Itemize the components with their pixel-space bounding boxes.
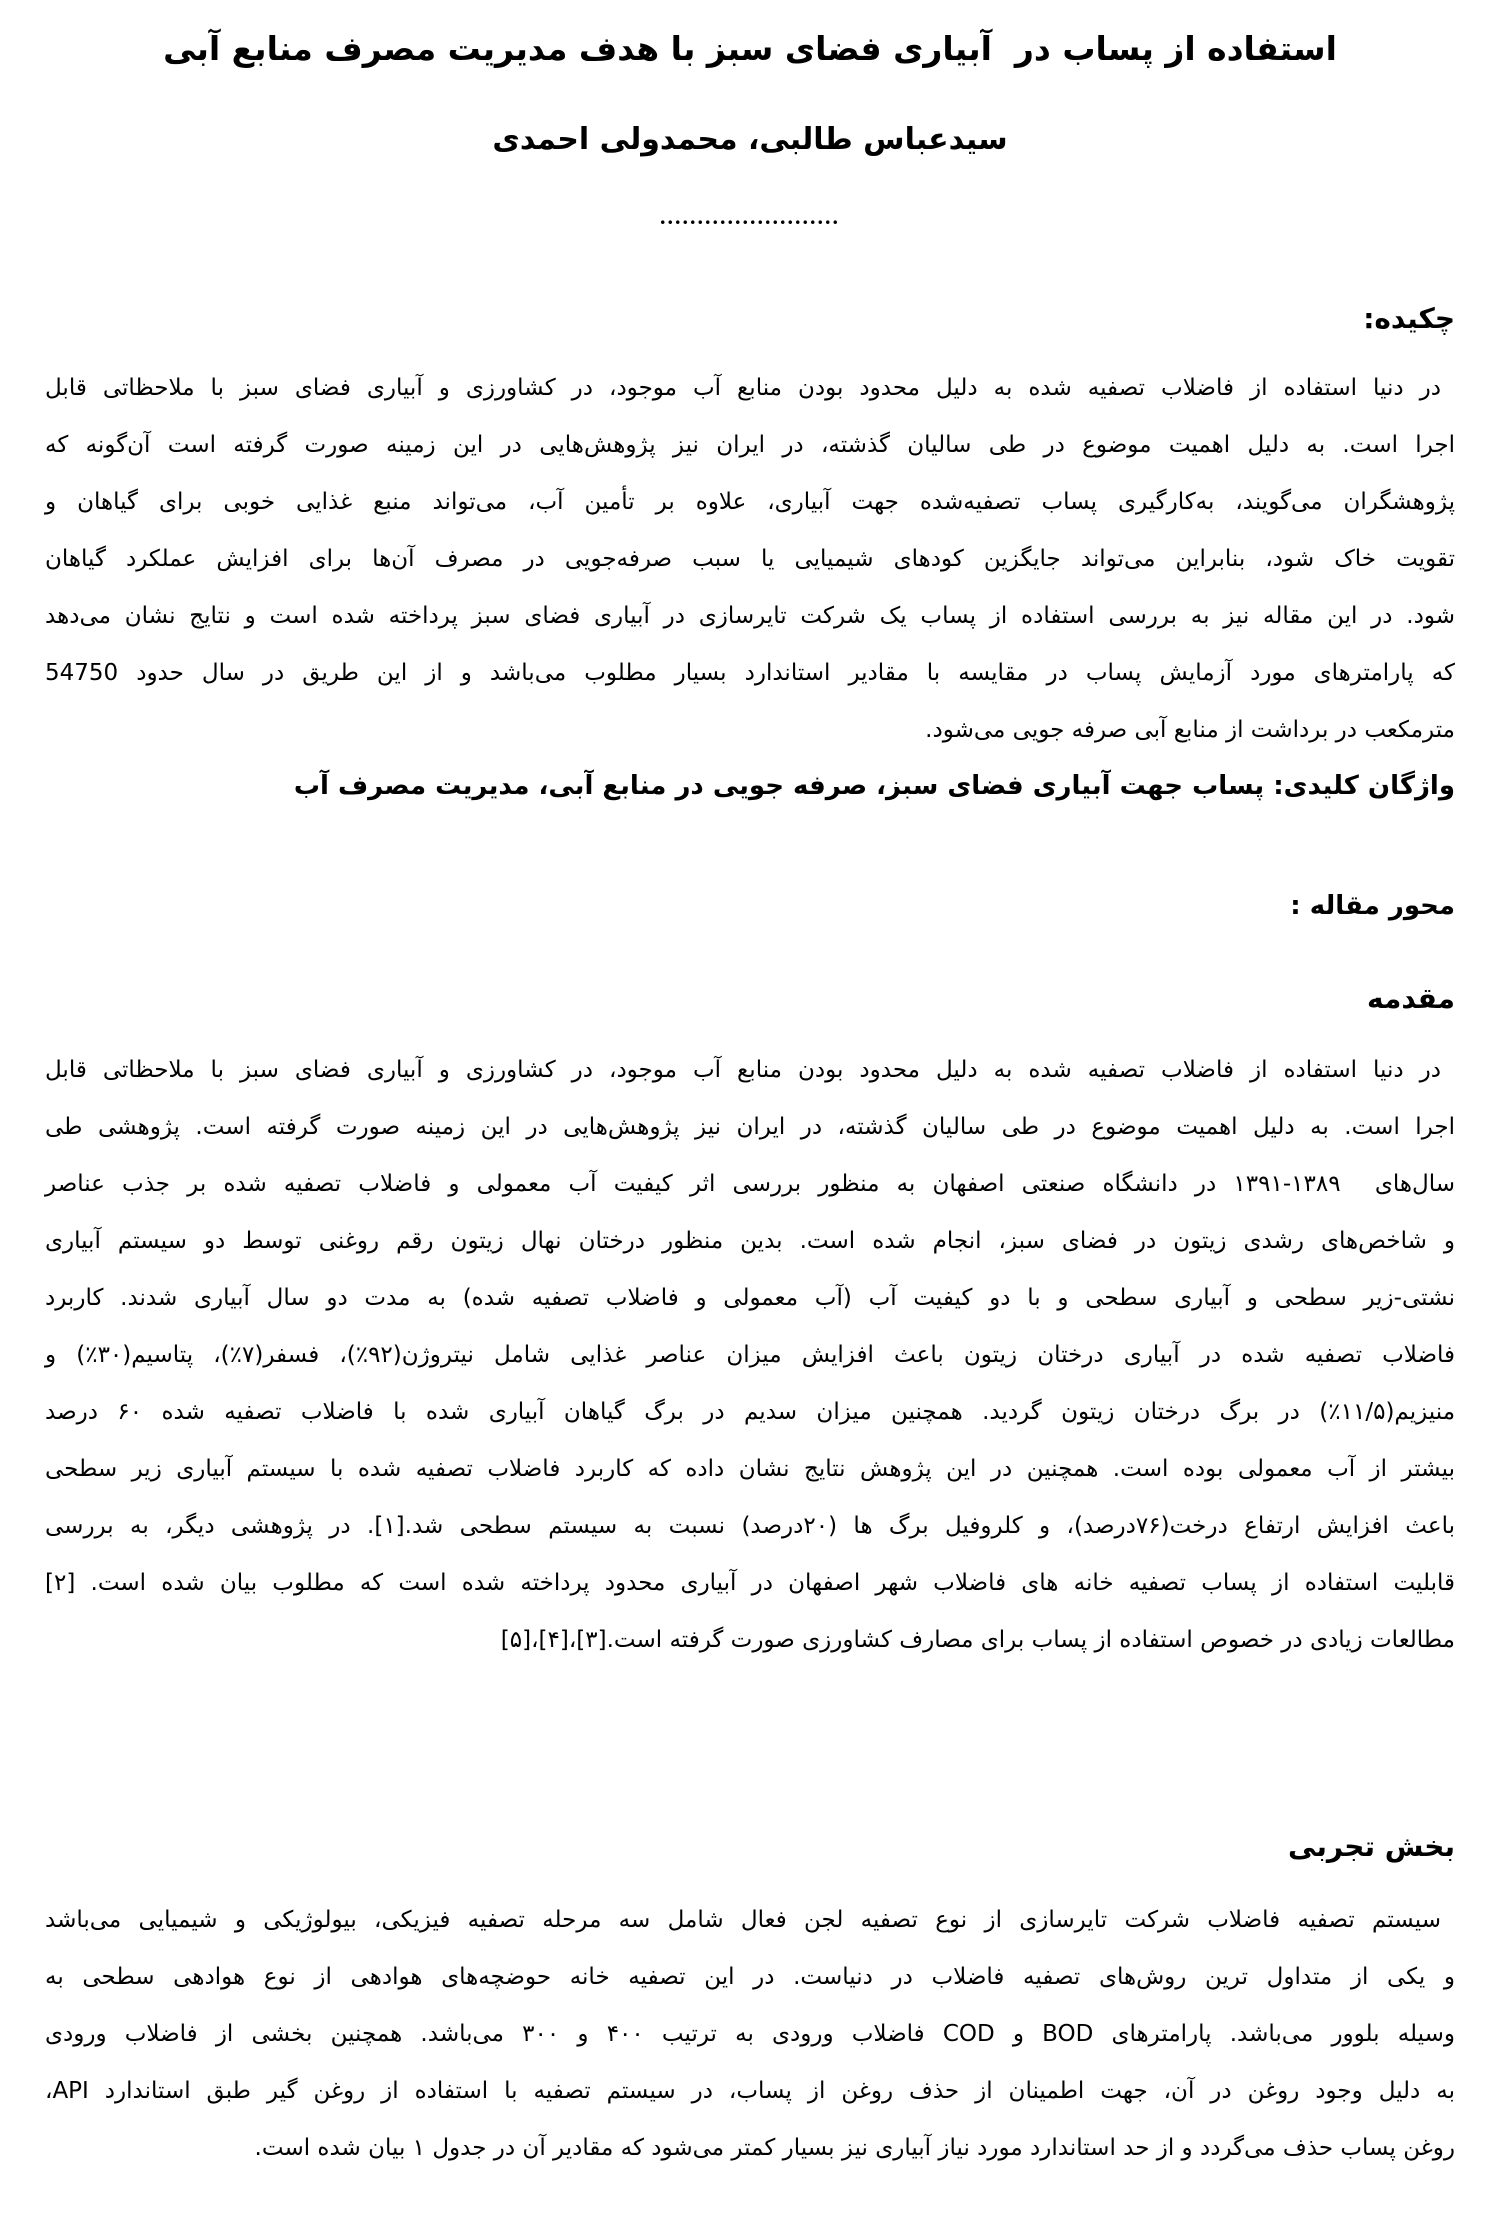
paragraph-line: باعث افزایش ارتفاع درخت(۷۶درصد)، و کلروفیل برگ ها (۲۰درصد) نسبت به سیستم سطحی شد.[۱]. در پژوهشی دیگر، به بررسی bbox=[45, 1513, 1456, 1539]
experimental-paragraph bbox=[45, 1892, 1455, 2177]
paragraph-line: در دنیا استفاده از فاضلاب تصفیه شده به دلیل محدود بودن منابع آب موجود، در کشاورزی و آبیاری فضای سبز با ملاحظاتی قابل bbox=[45, 1057, 1441, 1083]
paragraph-line: تقویت خاک شود، بنابراین می‌تواند جایگزین کودهای شیمیایی یا سبب صرفه‌جویی در مصرف آن‌ها برای افزایش عملکرد گیاهان bbox=[45, 546, 1455, 572]
separator-dots: ........................ bbox=[660, 204, 840, 229]
paragraph-line: بیشتر از آب معمولی بوده است. همچنین در این پژوهش نتایج نشان داده که کاربرد فاضلاب تصفیه شده با سیستم آبیاری زیر سطحی bbox=[45, 1456, 1455, 1482]
paragraph-line: روغن پساب حذف می‌گردد و از حد استاندارد مورد نیاز آبیاری نیز بسیار کمتر می‌شود که مقادیر آن در جدول ۱ بیان شده است. bbox=[254, 2135, 1455, 2161]
abstract-heading: چکیده: bbox=[1363, 302, 1455, 335]
experimental-heading: بخش تجربی bbox=[1288, 1830, 1455, 1863]
paragraph-line: سیستم تصفیه فاضلاب شرکت تایرسازی از نوع تصفیه لجن فعال شامل سه مرحله تصفیه فیزیکی، بیولوژیکی و شیمیایی می‌باشد bbox=[45, 1907, 1441, 1933]
paragraph-line: به دلیل وجود روغن در آن، جهت اطمینان از حذف روغن از پساب، در سیستم تصفیه با استفاده از روغن گیر طبق استاندارد API، bbox=[45, 2078, 1455, 2104]
paragraph-line: و شاخص‌های رشدی زیتون در فضای سبز، انجام شده است. بدین منظور درختان نهال زیتون رقم روغنی توسط دو سیستم آبیاری bbox=[45, 1228, 1455, 1254]
introduction-paragraph bbox=[45, 1042, 1455, 1669]
paragraph-line: وسیله بلوور می‌باشد. پارامترهای BOD و COD فاضلاب ورودی به ترتیب ۴۰۰ و ۳۰۰ می‌باشد. همچنین بخشی از فاضلاب ورودی bbox=[45, 2021, 1455, 2047]
paper-title: استفاده از پساب در آبیاری فضای سبز با هدف مدیریت مصرف منابع آبی bbox=[163, 29, 1337, 68]
paragraph-line: اجرا است. به دلیل اهمیت موضوع در طی سالیان گذشته، در ایران نیز پژوهش‌هایی در این زمینه صورت گرفته است. پژوهشی طی bbox=[45, 1114, 1455, 1140]
paragraph-line: اجرا است. به دلیل اهمیت موضوع در طی سالیان گذشته، در ایران نیز پژوهش‌هایی در این زمینه صورت گرفته است آن‌گونه که bbox=[45, 432, 1455, 458]
abstract-paragraph bbox=[45, 360, 1455, 759]
paragraph-line: نشتی-زیر سطحی و آبیاری سطحی و با دو کیفیت آب (آب معمولی و فاضلاب تصفیه شده) به مدت دو سال آبیاری شدند. کاربرد bbox=[45, 1285, 1455, 1311]
paragraph-line: فاضلاب تصفیه شده در آبیاری درختان زیتون باعث افزایش میزان عناصر غذایی شامل نیتروژن(۹۲٪)، فسفر(۷٪)، پتاسیم(۳۰٪) و bbox=[45, 1342, 1456, 1368]
paragraph-line: قابلیت استفاده از پساب تصفیه خانه های فاضلاب شهر اصفهان در آبیاری محدود پرداخته شده است که مطلوب بیان شده است. [۲] bbox=[45, 1570, 1455, 1596]
paragraph-line: شود. در این مقاله نیز به بررسی استفاده از پساب یک شرکت تایرسازی در آبیاری فضای سبز پرداخته شده است و نتایج نشان می‌دهد bbox=[45, 603, 1455, 629]
paragraph-line: مترمکعب در برداشت از منابع آبی صرفه جویی می‌شود. bbox=[925, 717, 1455, 743]
keywords-line: واژگان کلیدی: پساب جهت آبیاری فضای سبز، صرفه جویی در منابع آبی، مدیریت مصرف آب bbox=[293, 771, 1455, 801]
article-axis-line: محور مقاله : bbox=[1290, 891, 1455, 921]
paper-authors: سیدعباس طالبی، محمدولی احمدی bbox=[492, 122, 1008, 157]
paragraph-line: و یکی از متداول ترین روش‌های تصفیه فاضلاب در دنیاست. در این تصفیه خانه حوضچه‌های هوادهی از نوع هوادهی سطحی به bbox=[45, 1964, 1455, 1990]
paragraph-line: مطالعات زیادی در خصوص استفاده از پساب برای مصارف کشاورزی صورت گرفته است.[۳]،[۴]،[۵] bbox=[500, 1627, 1455, 1653]
paragraph-line: منیزیم(۱۱/۵٪) در برگ درختان زیتون گردید. همچنین میزان سدیم در برگ گیاهان آبیاری شده با فاضلاب تصفیه شده ۶۰ درصد bbox=[45, 1399, 1456, 1425]
paragraph-line: سال‌های ۱۳۸۹-۱۳۹۱ در دانشگاه صنعتی اصفهان به منظور بررسی اثر کیفیت آب معمولی و فاضلاب تصفیه شده بر جذب عناصر bbox=[45, 1171, 1455, 1197]
paragraph-line: پژوهشگران می‌گویند، به‌کارگیری پساب تصفیه‌شده جهت آبیاری، علاوه بر تأمین آب، می‌تواند منبع غذایی خوبی برای گیاهان و bbox=[45, 489, 1455, 515]
introduction-heading: مقدمه bbox=[1367, 982, 1455, 1015]
paragraph-line: در دنیا استفاده از فاضلاب تصفیه شده به دلیل محدود بودن منابع آب موجود، در کشاورزی و آبیاری فضای سبز با ملاحظاتی قابل bbox=[45, 375, 1441, 401]
paragraph-line: که پارامترهای مورد آزمایش پساب در مقایسه با مقادیر استاندارد بسیار مطلوب می‌باشد و از این طریق در سال حدود 54750 bbox=[45, 660, 1455, 686]
